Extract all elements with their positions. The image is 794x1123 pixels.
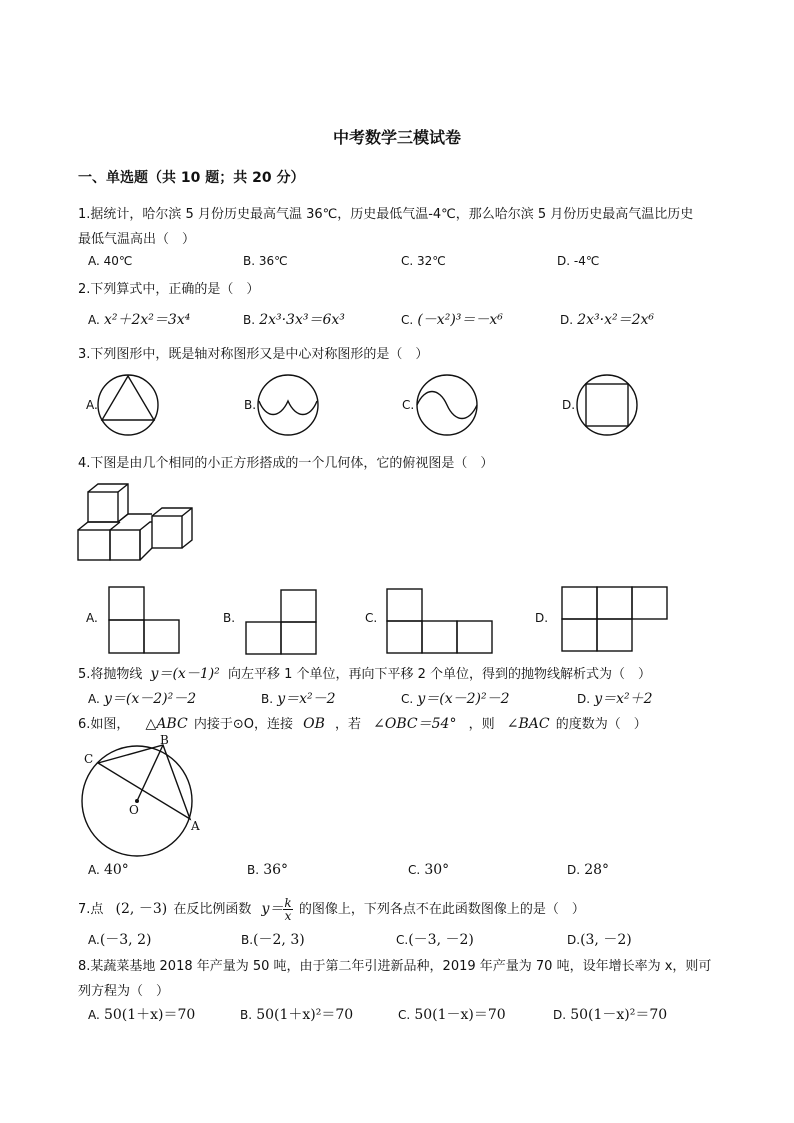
q8-option-b-label: B.: [240, 1008, 253, 1022]
q7-option-c-expr: (－3, －2): [408, 932, 474, 948]
q2-option-d-label: D.: [560, 313, 574, 327]
q2-stem: 2.下列算式中，正确的是（ ）: [78, 282, 260, 297]
q7-stem-fraction: [283, 897, 292, 922]
section-heading: 一、单选题（共 10 题；共 20 分）: [78, 170, 305, 186]
q3-option-a-label: A.: [86, 398, 98, 412]
q2-option-a-expr: x²＋2x²＝3x⁴: [103, 312, 191, 328]
q3-option-c-label: C.: [402, 398, 415, 412]
q5-option-a-expr: y＝(x－2)²－2: [103, 691, 197, 707]
q7-option-a: [88, 929, 151, 949]
q5-stem-expr: y＝(x－1)²: [150, 666, 220, 682]
q4-stem: 4.下图是由几个相同的小正方形搭成的一个几何体，它的俯视图是（ ）: [78, 456, 494, 471]
q6-option-c-label: C.: [408, 863, 421, 877]
q7-option-d: [567, 929, 632, 949]
q8-option-c-label: C.: [398, 1008, 411, 1022]
q8-option-a-label: A.: [88, 1008, 100, 1022]
q7-option-a-expr: (－3, 2): [99, 932, 152, 948]
q4-option-a-label: A.: [86, 611, 98, 625]
q8-option-d-expr: 50(1－x)²＝70: [570, 1007, 668, 1023]
q3-stem: 3.下列图形中，既是轴对称图形又是中心对称图形的是（ ）: [78, 347, 429, 362]
q3-figure-c-circle-wave: [415, 373, 479, 437]
q5-option-c: [401, 688, 510, 708]
q7-stem-func-lhs: y＝: [261, 901, 284, 917]
q8-option-a-expr: 50(1＋x)＝70: [103, 1007, 196, 1023]
q3-figure-a-circle-triangle: [96, 373, 160, 437]
q6-option-d-label: D.: [567, 863, 581, 877]
q5-option-b: [261, 688, 336, 708]
q8-option-d-label: D.: [553, 1008, 567, 1022]
q6-circle-figure: [78, 734, 208, 856]
q5-option-a: [88, 688, 196, 708]
q2-option-a: [88, 309, 190, 329]
q4-option-b-label: B.: [223, 611, 236, 625]
q2-option-b: [243, 309, 345, 329]
q5-stem: [78, 663, 651, 683]
q6-option-b-label: B.: [247, 863, 260, 877]
q2-option-b-label: B.: [243, 313, 256, 327]
q4-cube-solid-figure: [76, 481, 191, 563]
q2-option-b-expr: 2x³·3x³＝6x³: [259, 312, 345, 328]
q7-option-d-label: D.: [567, 933, 581, 947]
q6-stem-part4: ，则: [468, 717, 495, 732]
q4-figure-c-grid: [386, 588, 494, 654]
q7-fraction-numerator: k: [284, 896, 292, 910]
q6-option-d-expr: 28°: [584, 862, 610, 878]
q4-option-d-label: D.: [535, 611, 549, 625]
q6-stem-part1: 6.如图，: [78, 717, 130, 732]
q6-option-a: [88, 862, 129, 878]
q3-figure-d-circle-square: [575, 373, 639, 437]
q7-fraction-denominator: x: [284, 909, 292, 923]
q6-option-c: [408, 862, 449, 878]
q4-option-c-label: C.: [365, 611, 378, 625]
q6-label-o: O: [129, 803, 139, 817]
q6-stem-angle-bac: ∠BAC: [506, 716, 550, 732]
q1-option-a: A. 40℃: [88, 254, 133, 268]
q7-stem-part2: 在反比例函数: [173, 902, 252, 917]
q4-figure-a-grid: [108, 586, 182, 654]
q1-option-b: B. 36℃: [243, 254, 288, 268]
q3-option-b-label: B.: [244, 398, 257, 412]
q8-option-a: [88, 1004, 195, 1024]
q6-option-d: [567, 862, 609, 878]
q7-stem-point: (2, －3): [115, 901, 168, 917]
q7-option-b-label: B.: [241, 933, 254, 947]
q1-stem-line2: 最低气温高出（ ）: [78, 232, 196, 247]
q6-stem-angle-obc: ∠OBC＝54°: [373, 716, 457, 732]
q5-stem-prefix: 5.将抛物线: [78, 667, 143, 682]
q5-option-d: [577, 688, 653, 708]
q5-option-d-expr: y＝x²＋2: [594, 691, 653, 707]
q6-option-b: [247, 862, 288, 878]
q4-figure-d-grid: [561, 586, 669, 652]
q5-option-b-label: B.: [261, 692, 274, 706]
q6-label-c: C: [84, 752, 94, 766]
q7-stem-part1: 7.点: [78, 902, 104, 917]
q2-option-d: [560, 309, 654, 329]
q6-option-b-expr: 36°: [263, 862, 289, 878]
q8-option-c: [398, 1004, 506, 1024]
q5-option-c-expr: y＝(x－2)²－2: [417, 691, 510, 707]
q6-stem-part5: 的度数为（ ）: [555, 717, 647, 732]
q8-stem-line2: 列方程为（ ）: [78, 984, 170, 999]
q1-option-c: C. 32℃: [401, 254, 446, 268]
q5-option-a-label: A.: [88, 692, 100, 706]
q7-option-a-label: A.: [88, 933, 100, 947]
q1-stem-line1: 1.据统计，哈尔滨 5 月份历史最高气温 36℃，历史最低气温-4℃，那么哈尔滨 5 月份历史最高气温比历史: [78, 207, 694, 222]
q7-option-d-expr: (3, －2): [580, 932, 632, 948]
q2-option-a-label: A.: [88, 313, 100, 327]
q2-option-c-expr: (－x²)³＝－x⁶: [417, 312, 503, 328]
q6-stem-triangle: △ABC: [145, 716, 188, 732]
q6-label-a: A: [191, 819, 200, 833]
q5-option-d-label: D.: [577, 692, 591, 706]
q2-option-c: [401, 309, 503, 329]
q3-option-d-label: D.: [562, 398, 576, 412]
q8-stem-line1: 8.某蔬菜基地 2018 年产量为 50 吨，由于第二年引进新品种，2019 年产量为 70 吨，设年增长率为 x，则可: [78, 959, 712, 974]
q7-stem-part3: 的图像上，下列各点不在此函数图像上的是（ ）: [298, 902, 585, 917]
q7-option-c: [396, 929, 474, 949]
q5-stem-suffix: 向左平移 1 个单位，再向下平移 2 个单位，得到的抛物线解析式为（ ）: [227, 667, 652, 682]
q8-option-b: [240, 1004, 353, 1024]
q5-option-c-label: C.: [401, 692, 414, 706]
q6-stem-part2: 内接于⊙O，连接: [193, 717, 293, 732]
q6-option-a-expr: 40°: [103, 862, 129, 878]
q8-option-c-expr: 50(1－x)＝70: [414, 1007, 506, 1023]
q3-figure-b-circle-arcs: [256, 373, 320, 437]
q2-option-c-label: C.: [401, 313, 414, 327]
q6-stem-ob: OB: [303, 716, 325, 732]
q7-option-c-label: C.: [396, 933, 409, 947]
q6-option-c-expr: 30°: [424, 862, 450, 878]
q7-stem: [78, 897, 585, 922]
q1-option-d: D. -4℃: [557, 254, 600, 268]
q8-option-d: [553, 1004, 667, 1024]
q2-option-d-expr: 2x³·x²＝2x⁶: [577, 312, 654, 328]
q5-option-b-expr: y＝x²－2: [277, 691, 336, 707]
q6-option-a-label: A.: [88, 863, 100, 877]
q7-option-b: [241, 929, 305, 949]
q6-stem: [78, 713, 647, 733]
q6-label-b: B: [160, 733, 169, 747]
page-title: 中考数学三模试卷: [332, 128, 461, 147]
q7-option-b-expr: (－2, 3): [253, 932, 305, 948]
q8-option-b-expr: 50(1＋x)²＝70: [256, 1007, 354, 1023]
q6-stem-part3: ，若: [335, 717, 362, 732]
q4-figure-b-grid: [245, 589, 319, 655]
